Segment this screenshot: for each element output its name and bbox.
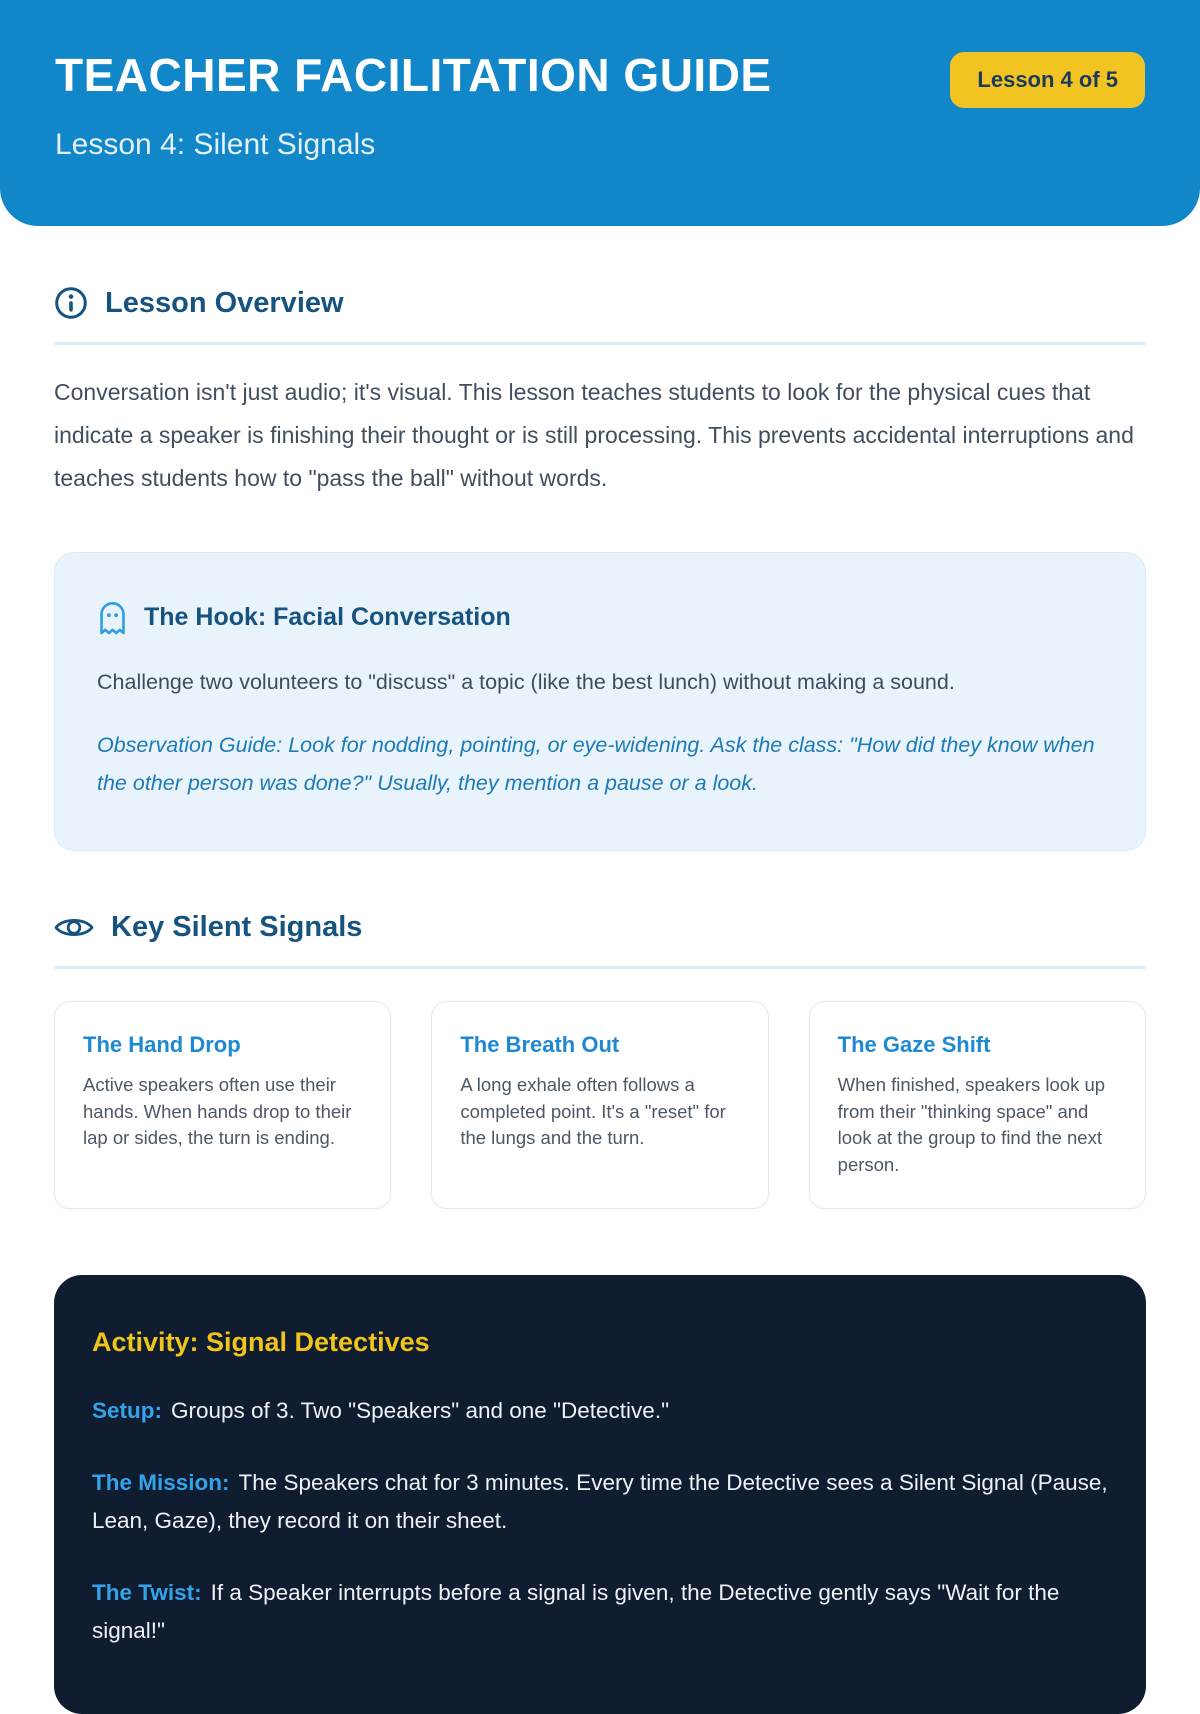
page-title: TEACHER FACILITATION GUIDE (55, 49, 772, 101)
activity-item-text: The Speakers chat for 3 minutes. Every time the Detective sees a Silent Signal (Pause, Lean, Gaze), they record it on their sheet. (92, 1470, 1108, 1533)
overview-paragraph: Conversation isn't just audio; it's visual. This lesson teaches students to look for the physical cues that indicate a speaker is finishing their thought or is still processing. This prevents accidental interruptions and teaches students how to "pass the ball" without words. (54, 379, 1134, 491)
activity-item-setup (92, 1392, 1108, 1430)
activity-heading: Activity: Signal Detectives (92, 1327, 430, 1357)
signal-card-hand-drop (54, 1001, 391, 1209)
ghost-icon (97, 599, 128, 636)
info-icon (54, 286, 88, 320)
signals-section-header (54, 911, 1146, 944)
activity-item-text: Groups of 3. Two "Speakers" and one "Detective." (171, 1398, 670, 1423)
eye-icon (54, 914, 94, 941)
hook-header (97, 599, 1103, 636)
activity-item-mission (92, 1464, 1108, 1540)
signal-card-breath-out (431, 1001, 768, 1209)
signal-card-title: The Gaze Shift (837, 1032, 991, 1057)
section-lesson-overview (54, 286, 1146, 500)
hook-heading: The Hook: Facial Conversation (144, 603, 511, 631)
signal-card-title: The Breath Out (460, 1032, 620, 1057)
section-divider (54, 342, 1146, 345)
activity-item-text: If a Speaker interrupts before a signal is given, the Detective gently says "Wait for the signal!" (92, 1580, 1060, 1643)
signal-card-title: The Hand Drop (83, 1032, 241, 1057)
activity-panel (54, 1275, 1146, 1714)
header-title-row (55, 50, 1145, 108)
overview-section-header (54, 286, 1146, 320)
signal-card-body: A long exhale often follows a completed point. It's a "reset" for the lungs and the turn. (460, 1074, 726, 1148)
section-divider (54, 966, 1146, 969)
section-key-signals (54, 911, 1146, 1209)
signal-cards-row (54, 1001, 1146, 1209)
signals-heading: Key Silent Signals (111, 911, 363, 943)
lesson-subtitle: Lesson 4: Silent Signals (55, 128, 376, 161)
hook-callout (54, 552, 1146, 851)
lesson-progress-badge: Lesson 4 of 5 (950, 52, 1145, 108)
hook-observation-guide: Observation Guide: Look for nodding, pointing, or eye-widening. Ask the class: "How did they know when the other person was done?" Usually, they mention a pause or a look. (97, 733, 1095, 795)
page-header (0, 0, 1200, 226)
activity-item-label: The Mission: (92, 1470, 230, 1495)
activity-item-label: The Twist: (92, 1580, 202, 1605)
activity-item-label: Setup: (92, 1398, 162, 1423)
signal-card-gaze-shift (809, 1001, 1146, 1209)
signal-card-body: When finished, speakers look up from their "thinking space" and look at the group to find the next person. (837, 1074, 1106, 1175)
signal-card-body: Active speakers often use their hands. When hands drop to their lap or sides, the turn is ending. (83, 1074, 352, 1148)
hook-body-text: Challenge two volunteers to "discuss" a topic (like the best lunch) without making a sound. (97, 670, 955, 694)
activity-item-twist (92, 1574, 1108, 1650)
main-content (0, 286, 1200, 1714)
overview-heading: Lesson Overview (105, 286, 344, 319)
